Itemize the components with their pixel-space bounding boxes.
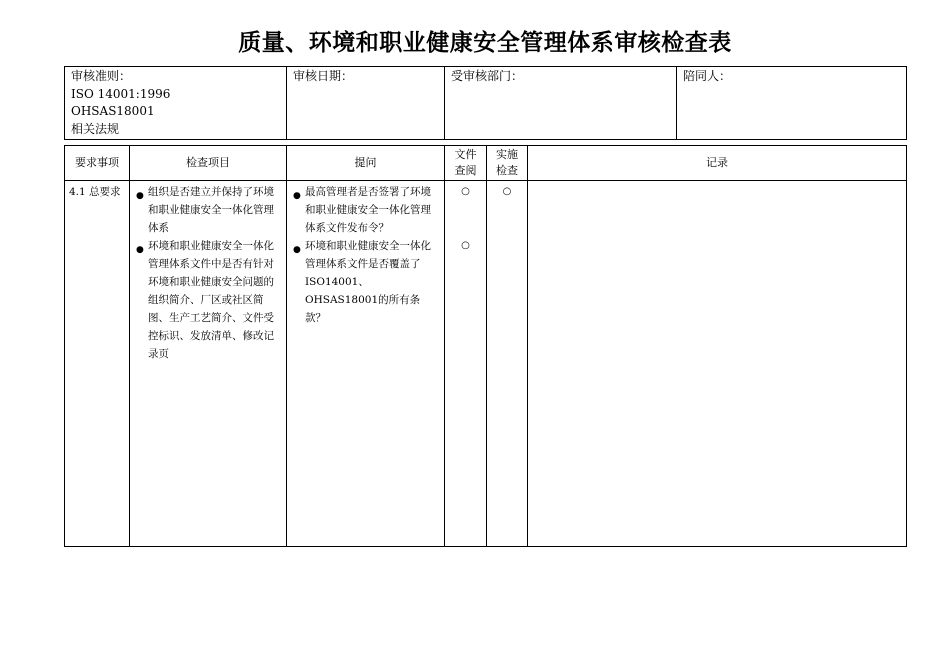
col-header-record: 记录 [528, 146, 907, 181]
check-item-text: 组织是否建立并保持了环境和职业健康安全一体化管理体系 [148, 186, 274, 234]
onsite-check-cell [487, 181, 528, 547]
question-item [291, 183, 440, 237]
col-header-onsite-check-line: 检查 [496, 164, 518, 177]
check-items-cell [130, 181, 287, 547]
audit-header-table [64, 66, 907, 140]
audit-date-cell [287, 67, 445, 140]
col-header-doc-review-line: 文件 [454, 148, 477, 161]
bullet-icon: ● [293, 191, 301, 201]
col-header-doc-review-line: 查阅 [454, 164, 477, 177]
bullet-icon: ● [136, 245, 144, 255]
accompany-cell [677, 67, 907, 140]
check-item [134, 183, 282, 237]
question-text: 最高管理者是否签署了环境和职业健康安全一体化管理体系文件发布令？ [305, 186, 431, 234]
audited-dept-label: 受审核部门： [451, 69, 524, 83]
check-item-text: 环境和职业健康安全一体化管理体系文件中是否有针对环境和职业健康安全问题的组织简介、厂区或社区简图、生产工艺简介、文件受控标识、发放清单、修改记录页 [148, 240, 274, 360]
audit-criteria-label: 审核准则： [71, 69, 132, 83]
audit-criteria-line: ISO 14001:1996 [71, 86, 171, 101]
col-header-requirement: 要求事项 [65, 146, 130, 181]
col-header-onsite-check-line: 实施 [496, 148, 518, 161]
check-item [134, 237, 282, 363]
audit-criteria-line: OHSAS18001 [71, 104, 155, 118]
audit-criteria-line: 相关法规 [71, 121, 120, 136]
question-text: 环境和职业健康安全一体化管理体系文件是否覆盖了 ISO14001、OHSAS18001的所有条款？ [305, 240, 431, 324]
audited-dept-cell [445, 67, 677, 140]
requirement-cell: 4.1 总要求 [65, 181, 130, 547]
questions-cell [287, 181, 445, 547]
doc-review-mark: ○ [461, 240, 470, 251]
doc-review-cell [445, 181, 487, 547]
checklist-header-row [65, 146, 907, 181]
col-header-doc-review [445, 146, 487, 181]
col-header-onsite-check [487, 146, 528, 181]
col-header-check-item: 检查项目 [130, 146, 287, 181]
bullet-icon: ● [136, 191, 144, 201]
table-row [65, 181, 907, 547]
col-header-question: 提问 [287, 146, 445, 181]
audit-date-label: 审核日期： [293, 69, 354, 83]
document-title: 质量、环境和职业健康安全管理体系审核检查表 [238, 30, 732, 56]
audit-criteria-cell [65, 67, 287, 140]
checklist-table [64, 145, 907, 547]
question-item [291, 237, 440, 327]
doc-review-mark: ○ [461, 186, 470, 197]
bullet-icon: ● [293, 245, 301, 255]
accompany-label: 陪同人： [683, 69, 732, 83]
record-cell[interactable] [528, 181, 907, 547]
onsite-check-mark: ○ [502, 186, 512, 197]
